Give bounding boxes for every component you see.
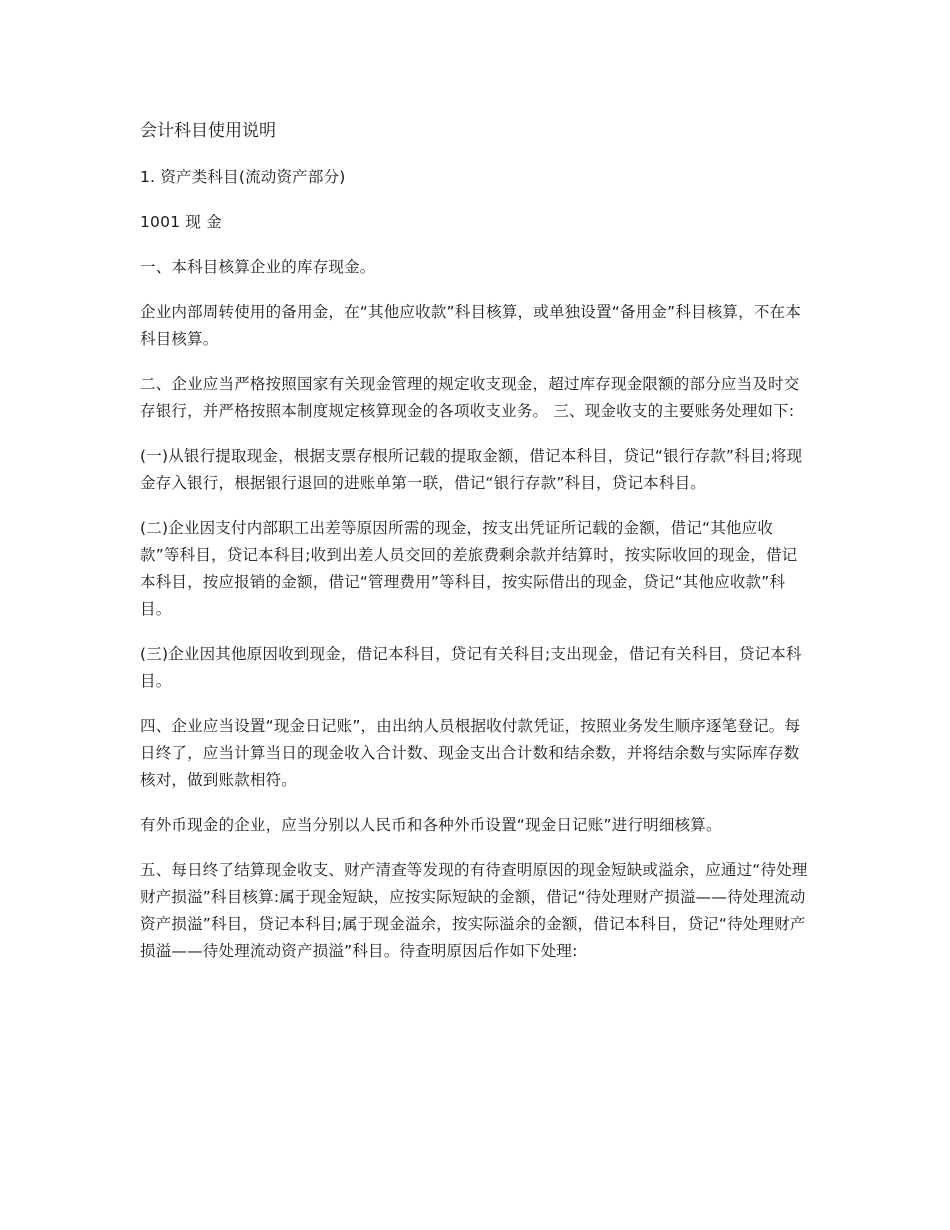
- paragraph: (二)企业因支付内部职工出差等原因所需的现金，按支出凭证所记载的金额，借记“其他应收款”等科目，贷记本科目;收到出差人员交回的差旅费剩余款并结算时，按实际收回的现金，借记本科目，按应报销的金额，借记“管理费用”等科目，按实际借出的现金，贷记“其他应收款”科目。: [140, 519, 798, 618]
- account-heading: 1001 现 金: [140, 213, 222, 231]
- paragraph: (三)企业因其他原因收到现金，借记本科目，贷记有关科目;支出现金，借记有关科目，贷记本科目。: [140, 645, 802, 690]
- paragraph: (一)从银行提取现金，根据支票存根所记载的提取金额，借记本科目，贷记“银行存款”科目;将现金存入银行，根据银行退回的进账单第一联，借记“银行存款”科目，贷记本科目。: [140, 447, 803, 492]
- paragraph: 有外币现金的企业，应当分别以人民币和各种外币设置“现金日记账”进行明细核算。: [140, 816, 722, 834]
- paragraph: 一、本科目核算企业的库存现金。: [140, 258, 376, 276]
- document-page: [140, 118, 812, 983]
- paragraph: 四、企业应当设置“现金日记账”，由出纳人员根据收付款凭证，按照业务发生顺序逐笔登记。每日终了，应当计算当日的现金收入合计数、现金支出合计数和结余数，并将结余数与实际库存数核对，做到账款相符。: [140, 717, 801, 789]
- document-title: 会计科目使用说明: [140, 121, 276, 141]
- paragraph: 五、每日终了结算现金收支、财产清查等发现的有待查明原因的现金短缺或溢余，应通过“待处理财产损溢”科目核算:属于现金短缺，应按实际短缺的金额，借记“待处理财产损溢——待处理流动资产损溢”科目，贷记本科目;属于现金溢余，按实际溢余的金额，借记本科目，贷记“待处理财产损溢——待处理流动资产损溢”科目。待查明原因后作如下处理:: [140, 861, 808, 960]
- paragraph: 二、企业应当严格按照国家有关现金管理的规定收支现金，超过库存现金限额的部分应当及时交存银行，并严格按照本制度规定核算现金的各项收支业务。 三、现金收支的主要账务处理如下:: [140, 375, 800, 420]
- paragraph: 企业内部周转使用的备用金，在“其他应收款”科目核算，或单独设置“备用金”科目核算，不在本科目核算。: [140, 303, 801, 348]
- section-heading: 1. 资产类科目(流动资产部分): [140, 168, 346, 186]
